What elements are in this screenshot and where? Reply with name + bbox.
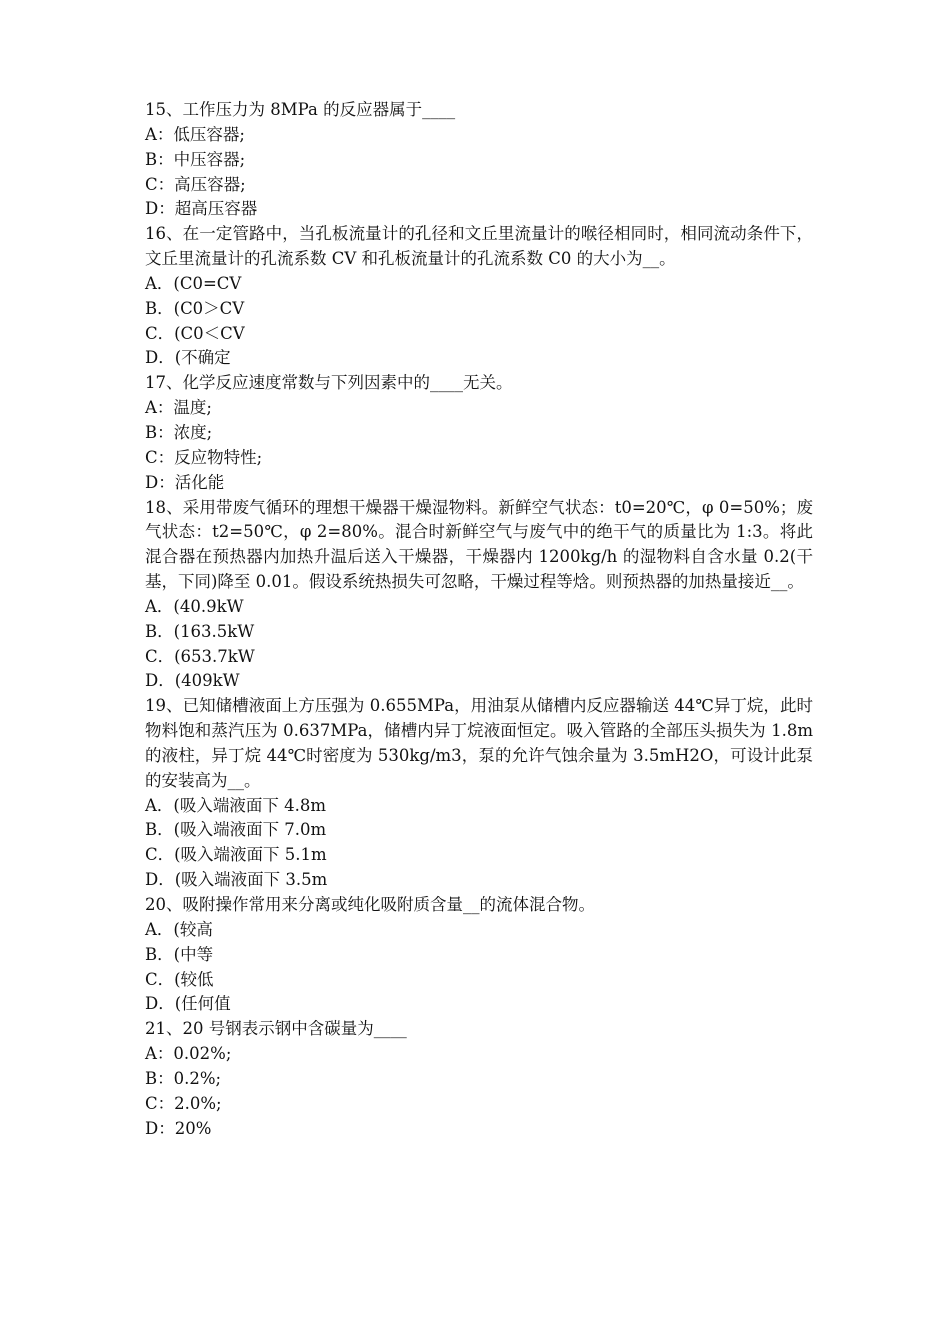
- option-c: C：高压容器;: [145, 174, 246, 194]
- option-c: C：反应物特性;: [145, 447, 263, 467]
- question-stem: 17、化学反应速度常数与下列因素中的____无关。: [145, 373, 513, 393]
- question-20: [145, 893, 813, 1017]
- option-a: A：温度;: [145, 398, 212, 418]
- option-a: A．(40.9kW: [145, 596, 244, 616]
- option-c: C：2.0%;: [145, 1093, 222, 1113]
- question-stem: 21、20 号钢表示钢中含碳量为____: [145, 1019, 407, 1039]
- document-page: [145, 98, 813, 1141]
- option-c: C．(653.7kW: [145, 646, 255, 666]
- option-d: D：活化能: [145, 472, 225, 492]
- option-b: B：浓度;: [145, 422, 213, 442]
- option-c: C．(C0＜CV: [145, 323, 245, 343]
- option-a: A．(C0=CV: [145, 273, 242, 293]
- question-15: [145, 98, 813, 222]
- question-stem: 20、吸附操作常用来分离或纯化吸附质含量__的流体混合物。: [145, 895, 595, 914]
- option-d: D．(不确定: [145, 348, 231, 368]
- question-21: [145, 1017, 813, 1141]
- option-b: B：0.2%;: [145, 1068, 222, 1088]
- option-b: B．(中等: [145, 944, 214, 964]
- question-19: [145, 694, 813, 893]
- option-b: B．(C0＞CV: [145, 298, 245, 318]
- question-stem: 15、工作压力为 8MPa 的反应器属于____: [145, 100, 456, 119]
- question-18: [145, 496, 813, 695]
- option-b: B．(163.5kW: [145, 621, 255, 641]
- option-b: B．(吸入端液面下 7.0m: [145, 820, 327, 840]
- option-a: A：低压容器;: [145, 124, 245, 144]
- option-a: A．(吸入端液面下 4.8m: [145, 795, 326, 815]
- option-c: C．(吸入端液面下 5.1m: [145, 845, 327, 865]
- option-d: D：20%: [145, 1118, 212, 1138]
- option-c: C．(较低: [145, 969, 214, 989]
- option-a: A：0.02%;: [145, 1044, 232, 1064]
- option-d: D．(任何值: [145, 994, 231, 1014]
- option-a: A．(较高: [145, 919, 213, 939]
- question-17: [145, 371, 813, 495]
- option-d: D．(409kW: [145, 671, 240, 691]
- option-b: B：中压容器;: [145, 149, 246, 169]
- option-d: D：超高压容器: [145, 199, 258, 219]
- question-stem: 16、在一定管路中，当孔板流量计的孔径和文丘里流量计的喉径相同时，相同流动条件下，文丘里流量计的孔流系数 CV 和孔板流量计的孔流系数 C0 的大小为__。: [145, 224, 813, 269]
- option-d: D．(吸入端液面下 3.5m: [145, 870, 328, 890]
- question-stem: 19、已知储槽液面上方压强为 0.655MPa，用油泵从储槽内反应器输送 44℃异丁烷，此时物料饱和蒸汽压为 0.637MPa，储槽内异丁烷液面恒定。吸入管路的全部压头损失为 1.8m 的液柱，异丁烷 44℃时密度为 530kg/m3，泵的允许气蚀余量为 3.5mH2O，可设计此泵的安装高为__。: [145, 696, 813, 790]
- question-16: [145, 222, 813, 371]
- question-stem: 18、采用带废气循环的理想干燥器干燥湿物料。新鲜空气状态：t0=20℃，φ 0=50%；废气状态：t2=50℃，φ 2=80%。混合时新鲜空气与废气中的绝干气的质量比为 1:3。将此混合器在预热器内加热升温后送入干燥器，干燥器内 1200kg/h 的湿物料自含水量 0.2(干基，下同)降至 0.01。假设系统热损失可忽略，干燥过程等焓。则预热器的加热量接近__。: [145, 497, 813, 592]
